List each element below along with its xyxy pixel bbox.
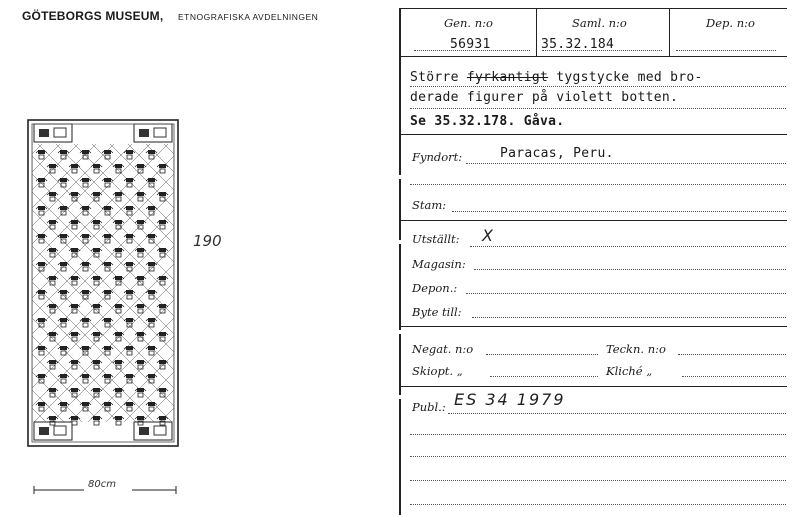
dep-no-label: Dep. n:o [706, 16, 755, 30]
byte-till-label: Byte till: [412, 305, 462, 319]
fyndort-value: Paracas, Peru. [500, 146, 614, 161]
row-line [682, 376, 786, 377]
description-line-3: Se 35.32.178. Gåva. [410, 114, 565, 129]
row-line [448, 413, 786, 414]
section-line [401, 386, 787, 387]
saml-no-value: 35.32.184 [541, 37, 615, 52]
row-line [466, 293, 786, 294]
row-line [472, 317, 786, 318]
saml-no-label: Saml. n:o [572, 16, 627, 30]
row-line [490, 376, 598, 377]
row-line [466, 163, 786, 164]
department-name: ETNOGRAFISKA AVDELNINGEN [178, 12, 319, 22]
section-line [401, 134, 787, 135]
teckn-no-label: Teckn. n:o [606, 342, 666, 356]
utstallt-label: Utställt: [412, 232, 460, 246]
height-measurement: 190 [193, 232, 222, 250]
card-perforation [395, 395, 403, 399]
card-perforation [395, 175, 403, 179]
stam-label: Stam: [412, 198, 447, 212]
row-line [410, 480, 786, 481]
row-line [470, 246, 786, 247]
section-line [401, 326, 787, 327]
description-line-1 [410, 70, 703, 85]
fyndort-label: Fyndort: [412, 150, 463, 164]
row-line [452, 211, 786, 212]
kliche-label: Kliché „ [606, 364, 653, 378]
description-text: Större [410, 70, 467, 85]
museum-name: GÖTEBORGS MUSEUM, [22, 9, 164, 23]
row-line [474, 269, 786, 270]
dep-no-line [676, 50, 776, 51]
struck-word: fyrkantigt [466, 70, 549, 85]
column-divider [536, 8, 537, 56]
utstallt-mark: X [482, 226, 495, 245]
card-border [399, 8, 401, 515]
row-line [410, 456, 786, 457]
row-line [486, 354, 598, 355]
textile-sketch [26, 118, 180, 448]
card-perforation [395, 240, 403, 244]
description-line-2: derade figurer på violett botten. [410, 90, 679, 105]
publ-label: Publ.: [412, 400, 446, 414]
magasin-label: Magasin: [412, 257, 466, 271]
width-measurement: 80cm [88, 479, 116, 490]
gen-no-label: Gen. n:o [444, 16, 493, 30]
publ-value: ES 34 1979 [454, 390, 566, 409]
row-line [410, 86, 786, 87]
description-text: tygstycke med bro- [548, 70, 703, 85]
negat-no-label: Negat. n:o [412, 342, 474, 356]
row-line [410, 434, 786, 435]
skiopt-label: Skiopt. „ [412, 364, 463, 378]
card-perforation [395, 330, 403, 334]
depon-label: Depon.: [412, 281, 458, 295]
row-line [410, 184, 786, 185]
card-top-line [401, 8, 787, 9]
row-line [678, 354, 786, 355]
header-bottom-line [401, 56, 787, 57]
column-divider [669, 8, 670, 56]
textile-drawing [26, 118, 180, 448]
row-line [410, 504, 786, 505]
gen-no-value: 56931 [450, 37, 491, 52]
row-line [410, 108, 786, 109]
section-line [401, 220, 787, 221]
